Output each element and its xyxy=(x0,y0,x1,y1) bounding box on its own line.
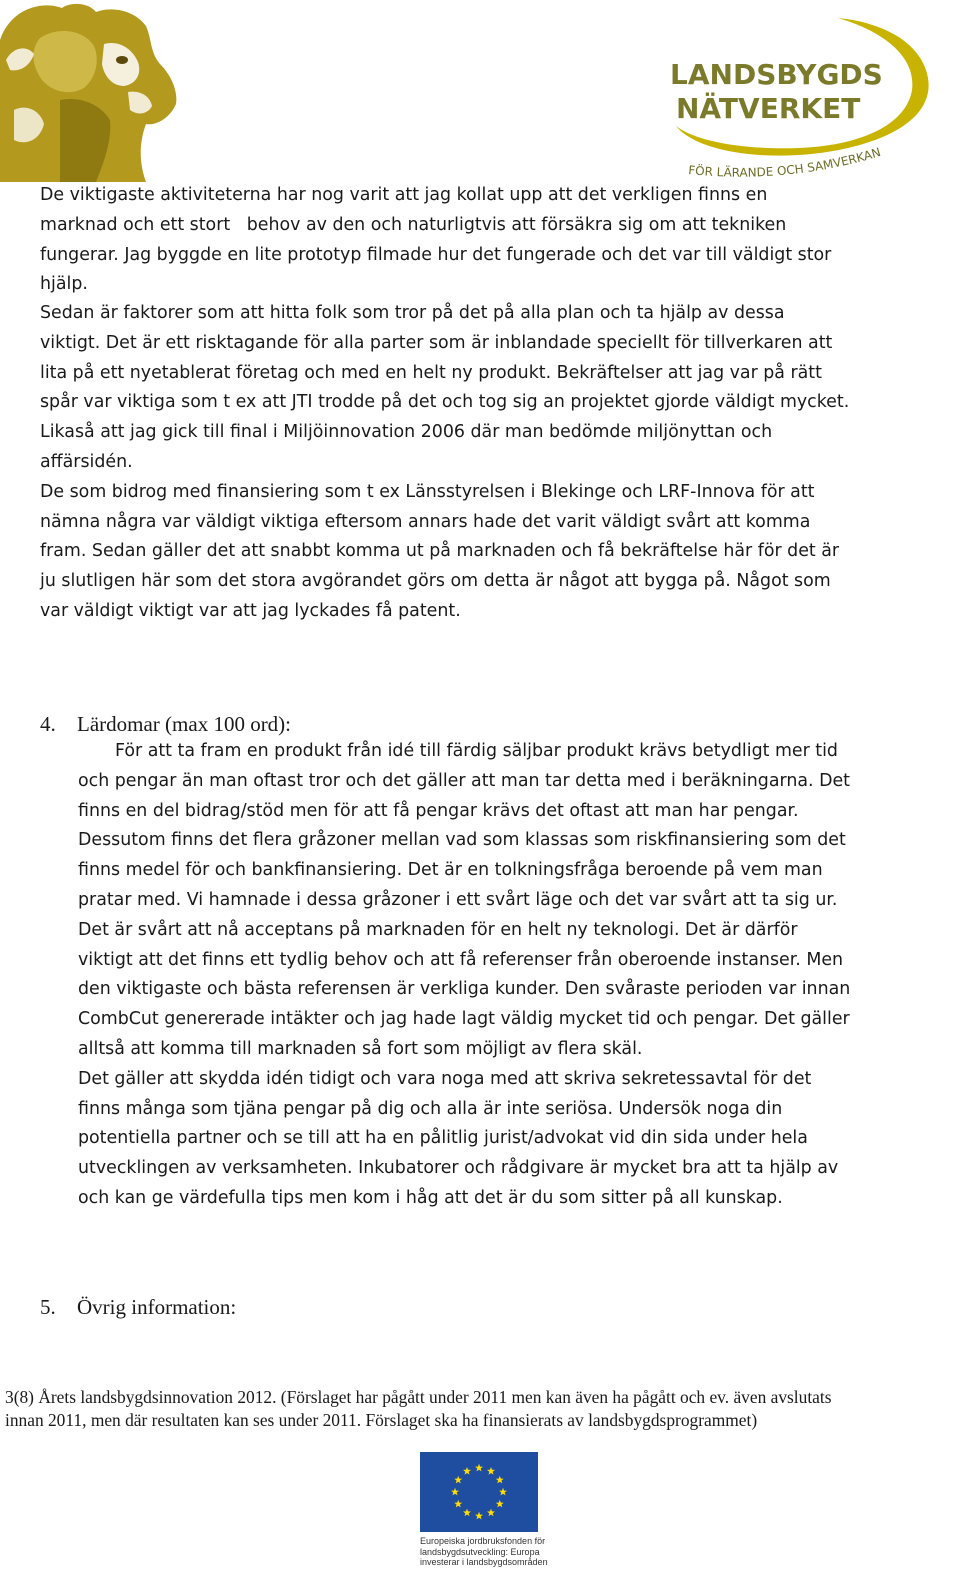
footer-line: innan 2011, men där resultaten kan ses under 2011. Förslaget ska ha finansierats av landsbygdsprogrammet) xyxy=(5,1409,758,1430)
text-line: Det är svårt att nå acceptans på marknaden för en helt ny teknologi. Det är därför xyxy=(78,919,798,940)
section-title: Lärdomar (max 100 ord): xyxy=(77,712,292,736)
text-line: nämna några var väldigt viktiga eftersom annars hade det varit väldigt svårt att komma xyxy=(40,511,811,532)
paragraph-lessons xyxy=(78,737,850,1214)
eu-flag-icon xyxy=(420,1452,538,1532)
text-line: den viktigaste och bästa referensen är verkliga kunder. Den svåraste perioden var innan xyxy=(78,979,851,1000)
text-line: fram. Sedan gäller det att snabbt komma ut på marknaden och få bekräftelse här för det är xyxy=(40,541,840,562)
text-line: utvecklingen av verksamheten. Inkubatorer och rådgivare är mycket bra att ta hjälp av xyxy=(78,1158,839,1179)
text-line: CombCut genererade intäkter och jag hade lagt väldig mycket tid och pengar. Det gäller xyxy=(78,1009,850,1030)
section-number: 5. xyxy=(40,1295,56,1319)
text-line: finns många som tjäna pengar på dig och alla är inte seriösa. Undersök noga din xyxy=(78,1098,783,1119)
text-line: hjälp. xyxy=(40,274,88,295)
eu-caption xyxy=(420,1536,548,1568)
text-line: fungerar. Jag byggde en lite prototyp filmade hur det fungerade och det var till väldigt stor xyxy=(40,244,832,265)
text-line: Dessutom finns det flera gråzoner mellan vad som klassas som riskfinansiering som det xyxy=(78,830,846,851)
eu-caption-line: investerar i landsbygdsområden xyxy=(420,1557,548,1567)
text-line: och pengar än man oftast tror och det gäller att man tar detta med i beräkningarna. Det xyxy=(78,770,850,791)
text-line: viktigt. Det är ett risktagande för alla parter som är inblandade speciellt för tillverkaren att xyxy=(40,332,833,353)
text-line: De viktigaste aktiviteterna har nog varit att jag kollat upp att det verkligen finns en xyxy=(40,185,768,205)
logo-line1: LANDSBYGDS xyxy=(670,58,883,91)
text-line: spår var viktiga som t ex att JTI trodde på det och tog sig an projektet gjorde väldigt mycket. xyxy=(40,392,850,413)
text-line: pratar med. Vi hamnade i dessa gråzoner i ett svårt läge och det var svårt att ta sig ur. xyxy=(78,889,838,910)
section-number: 4. xyxy=(40,712,56,736)
paragraph-factors xyxy=(40,299,849,627)
text-line: marknad och ett stort behov av den och naturligtvis att försäkra sig om att tekniken xyxy=(40,214,787,235)
text-line: För att ta fram en produkt från idé till färdig säljbar produkt krävs betydligt mer tid xyxy=(115,741,838,761)
text-line: och kan ge värdefulla tips men kom i håg att det är du som sitter på all kunskap. xyxy=(78,1187,783,1208)
footer-line: 3(8) Årets landsbygdsinnovation 2012. (Förslaget har pågått under 2011 men kan även ha pågått och ev. även avslutats xyxy=(5,1387,832,1407)
landsbygdsnatverket-logo xyxy=(658,14,938,184)
text-line: affärsidén. xyxy=(40,451,133,472)
section-title: Övrig information: xyxy=(77,1295,237,1319)
text-line: ju slutligen här som det stora avgörandet görs om detta är något att bygga på. Något som xyxy=(40,571,831,592)
page-footer xyxy=(5,1386,831,1431)
text-line: potentiella partner och se till att ha en pålitlig jurist/advokat vid din sida under hela xyxy=(78,1128,808,1149)
text-line: Sedan är faktorer som att hitta folk som tror på det på alla plan och ta hjälp av dessa xyxy=(40,303,785,323)
text-line: viktigt att det finns ett tydlig behov och att få referenser från oberoende instanser. Men xyxy=(78,949,844,970)
text-line: Det gäller att skydda idén tidigt och vara noga med att skriva sekretessavtal för det xyxy=(78,1068,812,1089)
text-line: finns en del bidrag/stöd men för att få pengar krävs det oftast att man har pengar. xyxy=(78,800,799,821)
eu-caption-line: landsbygdsutveckling: Europa xyxy=(420,1546,540,1557)
text-line: finns medel för och bankfinansiering. Det är en tolkningsfråga beroende på vem man xyxy=(78,860,823,881)
logo-line2: NÄTVERKET xyxy=(676,92,861,125)
text-line: De som bidrog med finansiering som t ex Länsstyrelsen i Blekinge och LRF-Innova för att xyxy=(40,481,815,502)
text-line: var väldigt viktigt var att jag lyckades få patent. xyxy=(40,600,461,621)
sheep-logo-icon xyxy=(0,0,182,182)
eu-caption-line: Europeiska jordbruksfonden för xyxy=(420,1536,546,1546)
text-line: alltså att komma till marknaden så fort som möjligt av flera skäl. xyxy=(78,1038,643,1059)
text-line: lita på ett nyetablerat företag och med en helt ny produkt. Bekräftelser att jag var på rätt xyxy=(40,362,822,383)
paragraph-activities xyxy=(40,181,831,300)
logo-tagline: FÖR LÄRANDE OCH SAMVERKAN xyxy=(687,145,883,180)
text-line: Likaså att jag gick till final i Miljöinnovation 2006 där man bedömde miljönyttan och xyxy=(40,422,773,443)
